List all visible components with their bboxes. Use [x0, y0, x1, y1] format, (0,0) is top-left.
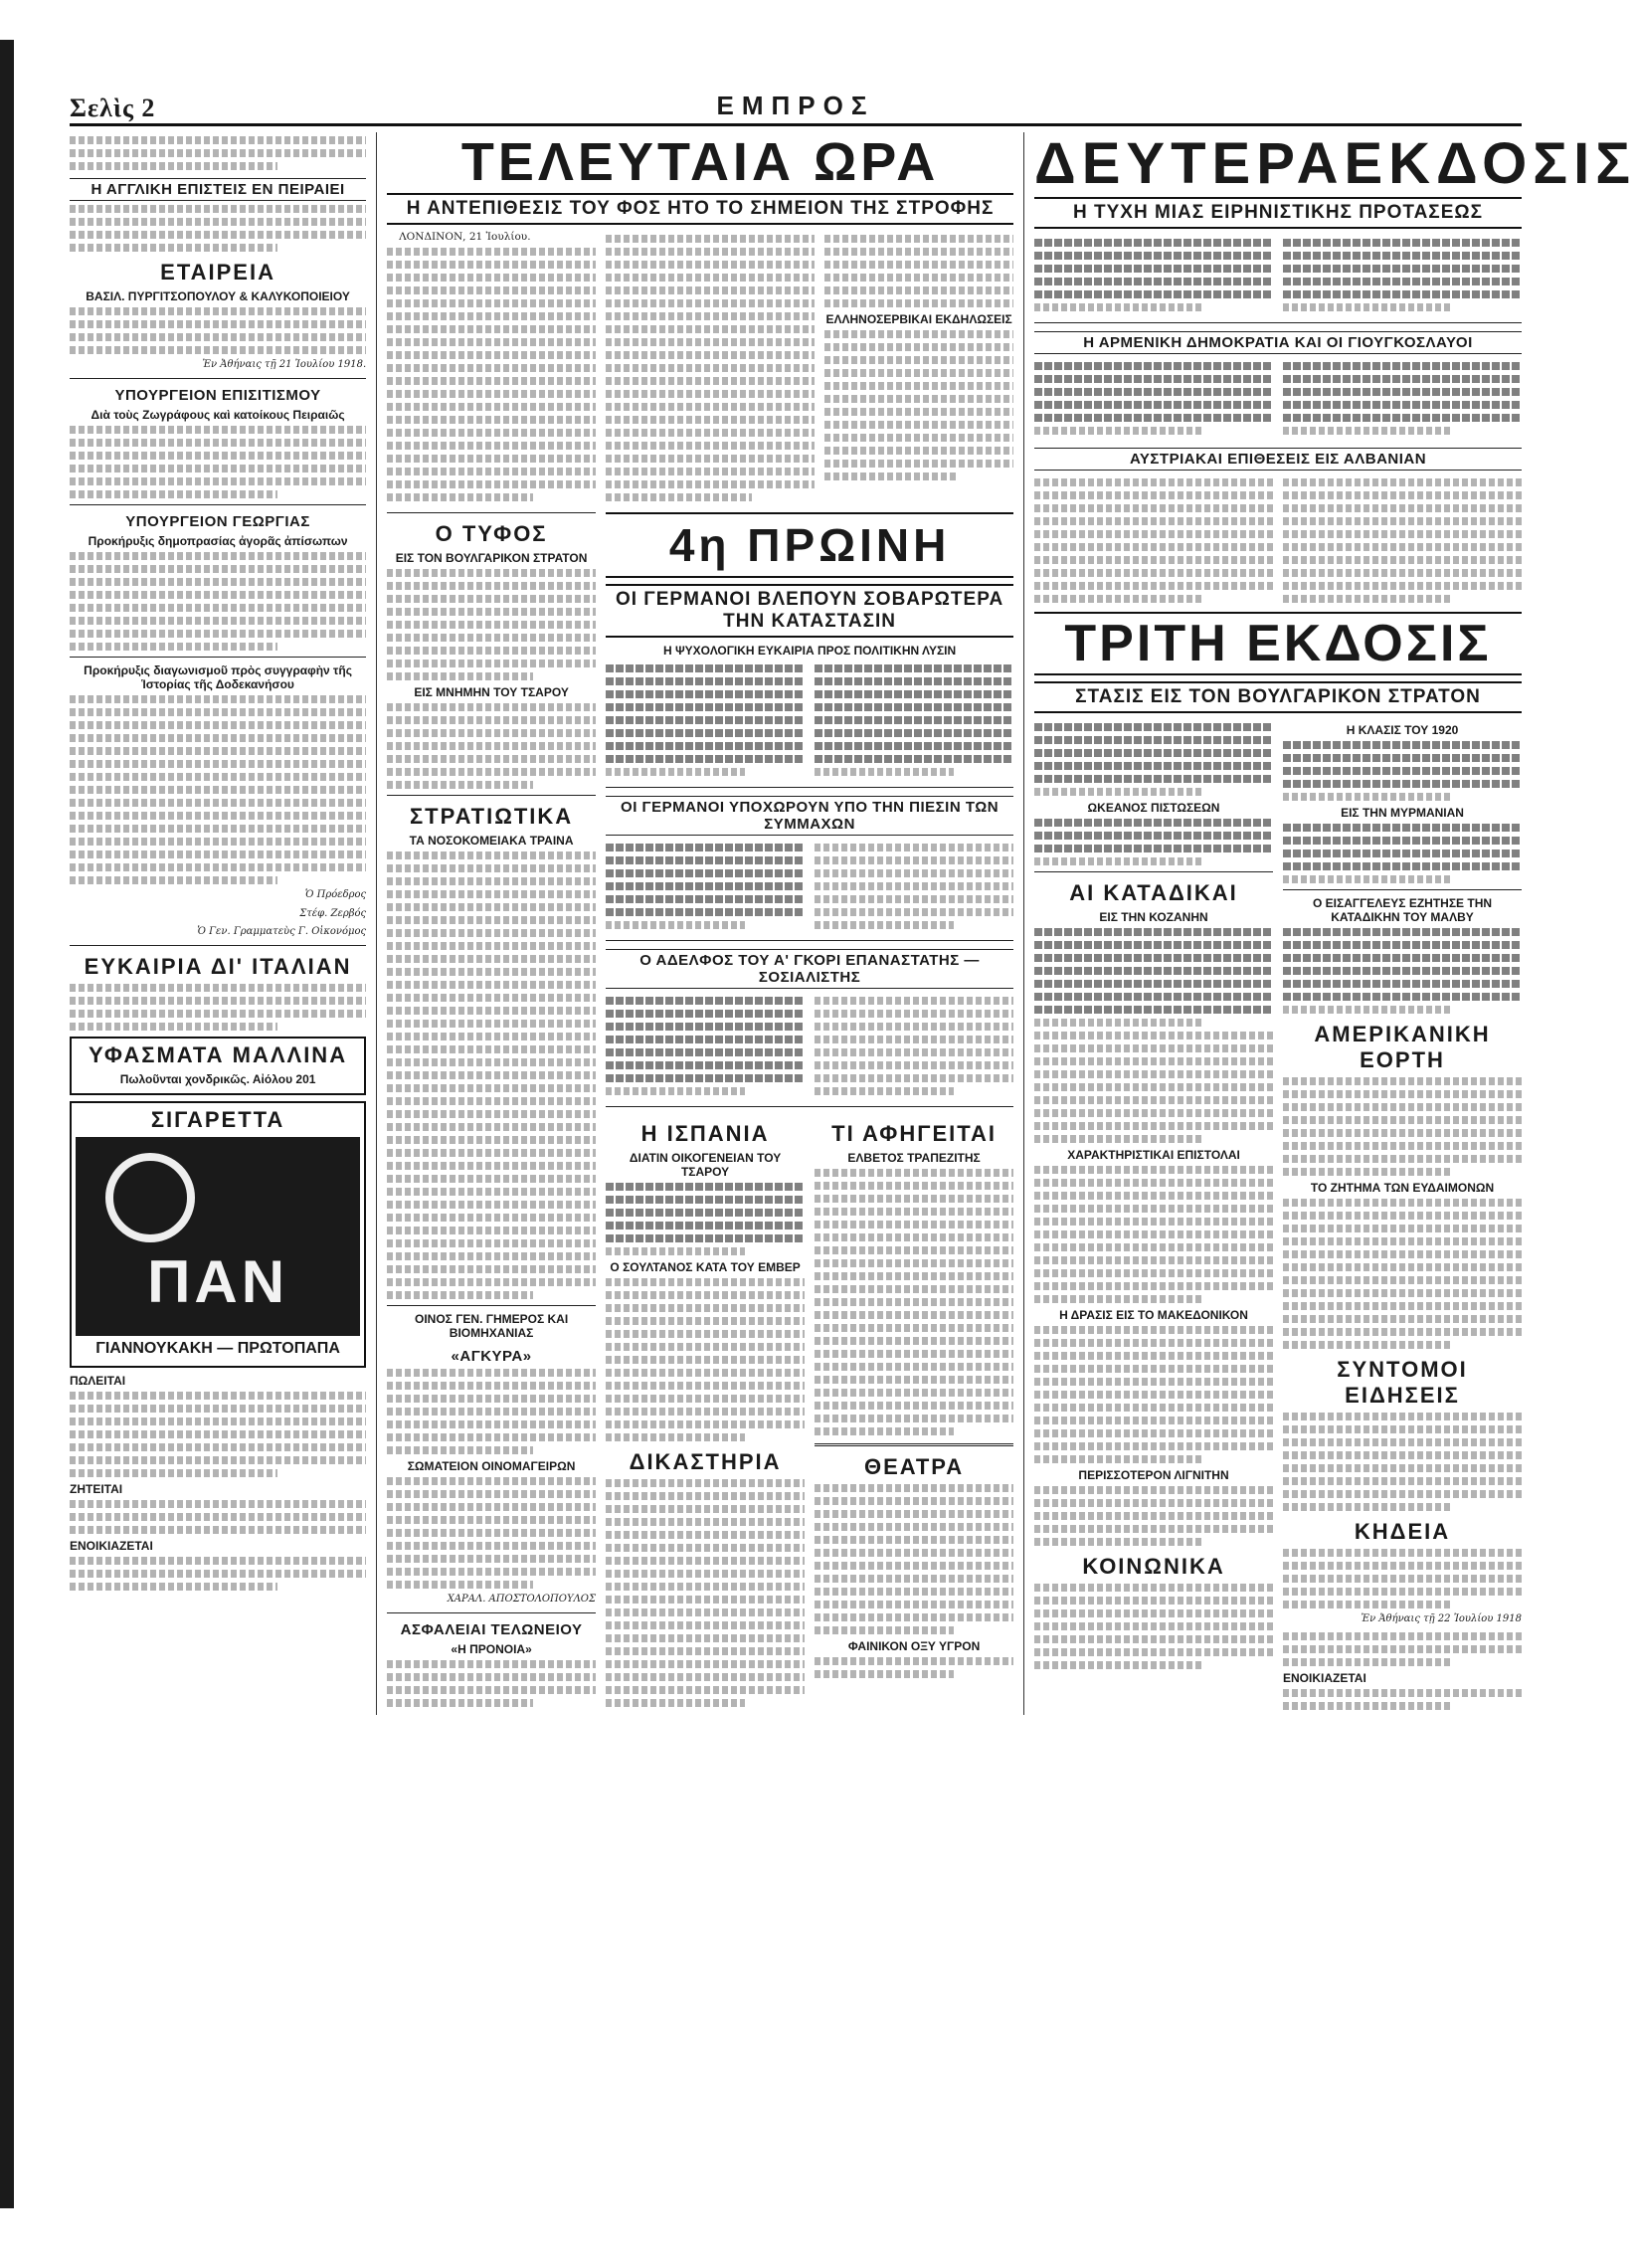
column-1 — [70, 132, 366, 1715]
heading-agri: ΥΠΟΥΡΓΕΙΟΝ ΓΕΩΡΓΙΑΣ — [125, 512, 310, 530]
heading-released: ΤΙ ΑΦΗΓΕΙΤΑΙ — [831, 1121, 998, 1147]
lower-col-a — [606, 1113, 805, 1712]
rent-right: ΕΝΟΙΚΙΑΖΕΤΑΙ — [1283, 1670, 1366, 1685]
funeral-date: Ἐν Ἀθήναις τῇ 22 Ἰουλίου 1918 — [1361, 1612, 1523, 1624]
ad-cig-title: ΣΙΓΑΡΕΤΤΑ — [150, 1107, 285, 1133]
band-sub-2: Η ΨΥΧΟΛΟΓΙΚΗ ΕΥΚΑΙΡΙΑ ΠΡΟΣ ΠΟΛΙΤΙΚΗΝ ΛΥΣΙΝ — [662, 644, 957, 659]
austrian-col-a — [1034, 474, 1273, 608]
heading-retreat: ΟΙ ΓΕΡΜΑΝΟΙ ΥΠΟΧΩΡΟΥΝ ΥΠΟ ΤΗΝ ΠΙΕΣΙΝ ΤΩΝ ΣΥΜΜΑΧΩΝ — [606, 796, 1013, 836]
scan-edge — [0, 40, 14, 2208]
for-sale: ΠΩΛΕΙΤΑΙ — [70, 1374, 126, 1389]
right-col-a-top — [1034, 235, 1273, 316]
center-body — [387, 506, 1013, 1712]
heading-company: ΕΤΑΙΡΕΙΑ — [160, 260, 275, 284]
subhead-right: Η ΤΥΧΗ ΜΙΑΣ ΕΙΡΗΝΙΣΤΙΚΗΣ ΠΡΟΤΑΣΕΩΣ — [1034, 197, 1522, 229]
armenia-col-a — [1034, 358, 1273, 440]
released-sub: ΕΛΒΕΤΟΣ ΤΡΑΠΕΖΙΤΗΣ — [847, 1151, 981, 1166]
retreat-col-a — [606, 840, 805, 934]
column-3-top — [606, 231, 815, 506]
military-sub: ΤΑ ΝΟΣΟΚΟΜΕΙΑΚΑ ΤΡΑΙΝΑ — [409, 834, 574, 849]
heading-american: ΑΜΕΡΙΚΑΝΙΚΗ ΕΟΡΤΗ — [1314, 1021, 1491, 1072]
heading-memorial: ΕΙΣ ΜΝΗΜΗΝ ΤΟΥ ΤΣΑΡΟΥ — [414, 685, 569, 700]
heading-class: Η ΚΛΑΣΙΣ ΤΟΥ 1920 — [1346, 722, 1459, 737]
headline-center: ΤΕΛΕΥΤΑΙΑ ΩΡΑ — [460, 132, 940, 192]
supply-sub: Διὰ τοὺς Ζωγράφους καὶ κατοίκους Πειραιῶς — [91, 407, 345, 422]
heading-armenia: Η ΑΡΜΕΝΙΚΗ ΔΗΜΟΚΡΑΤΙΑ ΚΑΙ ΟΙ ΓΙΟΥΓΚΟΣΛΑΥΟΙ — [1034, 331, 1522, 354]
insurance-sub: «Η ΠΡΟΝΟΙΑ» — [451, 1641, 532, 1656]
ad-cig-maker: ΓΙΑΝΝΟΥΚΑΚΗ — ΠΡΩΤΟΠΑΠΑ — [95, 1340, 340, 1358]
ad-cigarette — [70, 1101, 366, 1368]
austrian-col-b — [1283, 474, 1522, 608]
band-columns — [606, 661, 1013, 781]
center-top-columns — [387, 231, 1013, 506]
union-sig: ΧΑΡΑΛ. ΑΠΟΣΤΟΛΟΠΟΥΛΟΣ — [447, 1594, 597, 1606]
typhus-sub: ΕΙΣ ΤΟΝ ΒΟΥΛΓΑΡΙΚΟΝ ΣΤΡΑΤΟΝ — [395, 551, 588, 566]
heading-features: ΧΑΡΑΚΤΗΡΙΣΤΙΚΑΙ ΕΠΙΣΤΟΛΑΙ — [1067, 1147, 1240, 1162]
seek-title: ΖΗΤΕΙΤΑΙ — [70, 1482, 123, 1497]
heading-theatre: ΘΕΑΤΡΑ — [863, 1454, 965, 1480]
retreat-columns — [606, 840, 1013, 934]
brother-col-a — [606, 993, 805, 1100]
heading-italy: ΕΥΚΑΙΡΙΑ ΔΙ' ΙΤΑΛΙΑΝ — [84, 954, 352, 980]
signature-role: Ὁ Πρόεδρος — [304, 888, 367, 900]
armenia-columns — [1034, 358, 1522, 440]
cigarette-illustration — [76, 1137, 360, 1336]
heading-funeral: ΚΗΔΕΙΑ — [1354, 1518, 1451, 1544]
band-sub: ΟΙ ΓΕΡΜΑΝΟΙ ΒΛΕΠΟΥΝ ΣΟΒΑΡΩΤΕΡΑ ΤΗΝ ΚΑΤΑΣΤΑΣΙΝ — [606, 584, 1013, 638]
heading-sultan: Ο ΣΟΥΛΤΑΝΟΣ ΚΑΤΑ ΤΟΥ ΕΜΒΕΡ — [610, 1260, 801, 1275]
ad-fabrics-sub: Πωλοῦνται χονδρικῶς. Αἰόλου 201 — [119, 1072, 316, 1087]
right-top-columns — [1034, 235, 1522, 316]
rent-title: ΕΝΟΙΚΙΑΖΕΤΑΙ — [70, 1539, 153, 1554]
heading-insurance: ΑΣΦΑΛΕΙΑΙ ΤΕΛΩΝΕΙΟΥ — [400, 1620, 583, 1638]
heading-lignite: ΠΕΡΙΣΣΟΤΕΡΟΝ ΛΙΓΝΙΤΗΝ — [1078, 1467, 1229, 1482]
masthead — [70, 90, 1522, 126]
heading-contest: Προκήρυξις διαγωνισμοῦ πρὸς συγγραφὴν τῆς Ἱστορίας τῆς Δοδεκανήσου — [84, 662, 352, 691]
heading-athens-news: ΕΛΛΗΝΟΣΕΡΒΙΚΑΙ ΕΚΔΗΛΩΣΕΙΣ — [825, 311, 1012, 326]
heading-peiraius: Η ΑΓΓΛΙΚΗ ΕΠΙΣΤΕΙΣ ΕΝ ΠΕΙΡΑΙΕΙ — [70, 178, 366, 201]
agri-sub: Προκήρυξις δημοπρασίας ἀγορᾶς ἀπίσωπων — [88, 533, 348, 548]
austrian-columns — [1034, 474, 1522, 608]
columns — [70, 131, 1636, 1715]
logo-circle-icon — [105, 1153, 195, 1242]
brother-col-b — [815, 993, 1013, 1100]
band-4th-edition — [606, 512, 1013, 578]
lower-center-columns — [606, 1113, 1013, 1712]
armenia-col-b — [1283, 358, 1522, 440]
spain-sub: ΔΙΑΤΙΝ ΟΙΚΟΓΕΝΕΙΑΝ ΤΟΥ ΤΣΑΡΟΥ — [629, 1151, 782, 1180]
heading-courts: ΔΙΚΑΣΤΗΡΙΑ — [629, 1449, 782, 1475]
heading-sentence: ΑΙ ΚΑΤΑΔΙΚΑΙ — [1069, 879, 1238, 905]
sentence-sub: ΕΙΣ ΤΗΝ ΚΟΖΑΝΗΝ — [1099, 909, 1208, 924]
band-col-b — [815, 661, 1013, 781]
heading-ocean: ΩΚΕΑΝΟΣ ΠΙΣΤΩΣΕΩΝ — [1087, 800, 1220, 815]
heading-question: ΤΟ ΖΗΤΗΜΑ ΤΩΝ ΕΥΔΑΙΜΟΝΩΝ — [1310, 1180, 1495, 1195]
center-area — [387, 132, 1013, 1715]
band-title: 4η ΠΡΩΙΝΗ — [668, 519, 951, 572]
column-4-top — [824, 231, 1013, 506]
column-2-top — [387, 231, 596, 506]
date-line: Ἐν Ἀθήναις τῇ 21 Ἰουλίου 1918. — [202, 359, 367, 370]
heading-union: ΣΩΜΑΤΕΙΟΝ ΟΙΝΟΜΑΓΕΙΡΩΝ — [407, 1459, 576, 1474]
heading-macedonia: Η ΔΡΑΣΙΣ ΕΙΣ ΤΟ ΜΑΚΕΔΟΝΙΚΟΝ — [1059, 1307, 1248, 1322]
heading-brother: Ο ΑΔΕΛΦΟΣ ΤΟΥ Α' ΓΚΟΡΙ ΕΠΑΝΑΣΤΑΤΗΣ — ΣΟΣΙΑΛΙΣΤΗΣ — [606, 949, 1013, 989]
heading-prosecutor: Ο ΕΙΣΑΓΓΕΛΕΥΣ ΕΖΗΤΗΣΕ ΤΗΝ ΚΑΤΑΔΙΚΗΝ ΤΟΥ ΜΑΛΒΥ — [1312, 895, 1493, 924]
right-col-b-top — [1283, 235, 1522, 316]
third-sub: ΣΤΑΣΙΣ ΕΙΣ ΤΟΝ ΒΟΥΛΓΑΡΙΚΟΝ ΣΤΡΑΤΟΝ — [1034, 681, 1522, 713]
paper-name: ΕΜΠΡΟΣ — [716, 91, 875, 120]
subhead-center: Η ΑΝΤΕΠΙΘΕΣΙΣ ΤΟΥ ΦΟΣ ΗΤΟ ΤΟ ΣΗΜΕΙΟΝ ΤΗΣ ΣΤΡΟΦΗΣ — [387, 193, 1013, 225]
column-2 — [387, 506, 596, 1712]
ad-fabrics-title: ΥΦΑΣΜΑΤΑ ΜΑΛΛΙΝΑ — [89, 1042, 348, 1068]
heading-austrian: ΑΥΣΤΡΙΑΚΑΙ ΕΠΙΘΕΣΕΙΣ ΕΙΣ ΑΛΒΑΝΙΑΝ — [1034, 448, 1522, 471]
page-number: Σελὶς 2 — [70, 94, 156, 122]
heading-typhus: Ο ΤΥΦΟΣ — [435, 521, 548, 547]
wines-brand: «ΑΓΚΥΡΑ» — [451, 1348, 532, 1366]
heading-brief: ΣΥΝΤΟΜΟΙ ΕΙΔΗΣΕΙΣ — [1337, 1356, 1468, 1408]
center-right-body — [606, 506, 1013, 1712]
company-sub: ΒΑΣΙΛ. ΠΥΡΓΙΤΣΟΠΟΥΛΟΥ & ΚΑΛΥΚΟΠΟΙΕΙΟΥ — [86, 289, 350, 303]
city-line-1: ΛΟΝΔΙΝΟΝ, 21 Ἰουλίου. — [399, 230, 531, 243]
theatre-acid: ΦΑΙΝΙΚΟΝ ΟΞΥ ΥΓΡΟΝ — [847, 1639, 981, 1654]
right-col-b — [1283, 719, 1522, 1715]
ad-cig-brand: ΠΑΝ — [147, 1248, 289, 1316]
heading-military: ΣΤΡΑΤΙΩΤΙΚΑ — [409, 804, 574, 830]
heading-wines: ΟΙΝΟΣ ΓΕΝ. ΓΗΜΕΡΟΣ ΚΑΙ ΒΙΟΜΗΧΑΝΙΑΣ — [414, 1312, 569, 1341]
right-area — [1034, 131, 1636, 1715]
retreat-col-b — [815, 840, 1013, 934]
heading-myrmania: ΕΙΣ ΤΗΝ ΜΥΡΜΑΝΙΑΝ — [1341, 805, 1464, 820]
heading-social: ΚΟΙΝΩΝΙΚΑ — [1082, 1553, 1225, 1579]
right-col-a — [1034, 719, 1273, 1715]
ad-fabrics — [70, 1037, 366, 1095]
headline-right: ΔΕΥΤΕΡΑΕΚΔΟΣΙΣ — [1034, 131, 1636, 196]
signature-name: Στέφ. Ζερβός — [299, 907, 367, 919]
right-body — [1034, 719, 1522, 1715]
band-col-a — [606, 661, 805, 781]
third-edition: ΤΡΙΤΗ ΕΚΔΟΣΙΣ — [1034, 612, 1522, 675]
brother-columns — [606, 993, 1013, 1100]
lower-col-b — [815, 1113, 1013, 1712]
heading-spain: Η ΙΣΠΑΝΙΑ — [640, 1121, 770, 1147]
heading-supply: ΥΠΟΥΡΓΕΙΟΝ ΕΠΙΣΙΤΙΣΜΟΥ — [114, 386, 321, 404]
signature-secretary: Ὁ Γεν. Γραμματεὺς Γ. Οἰκονόμος — [197, 926, 367, 938]
